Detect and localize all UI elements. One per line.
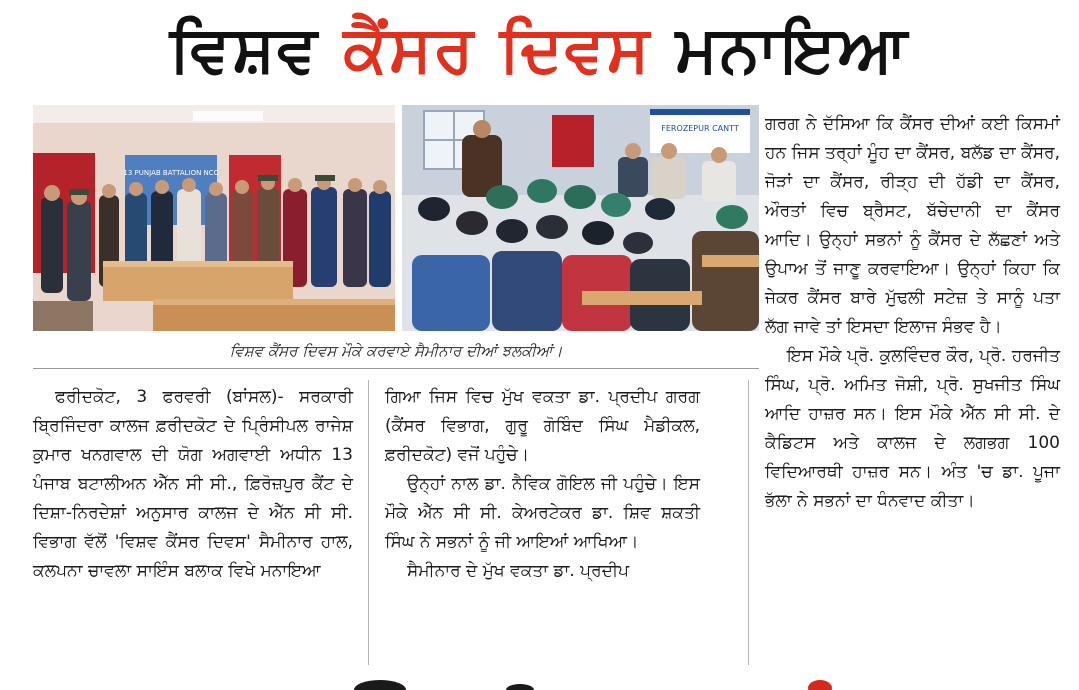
article-paragraph: ਗਰਗ ਨੇ ਦੱਸਿਆ ਕਿ ਕੈਂਸਰ ਦੀਆਂ ਕਈ ਕਿਸਮਾਂ ਹਨ ਜਿਸ ਤਰ੍ਹਾਂ ਮੂੰਹ ਦਾ ਕੈਂਸਰ, ਬਲੱਡ ਦਾ ਕੈਂਸਰ, ਜੋੜਾਂ ਦਾ ਕੈਂਸਰ, ਰੀੜ੍ਹ ਦੀ ਹੱਡੀ ਦਾ ਕੈਂਸਰ, ਔਰਤਾਂ ਵਿਚ ਬ੍ਰੈਸਟ, ਬੱਚੇਦਾਨੀ ਦਾ ਕੈਂਸਰ ਆਦਿ। ਉਨ੍ਹਾਂ ਸਭਨਾਂ ਨੂੰ ਕੈਂਸਰ ਦੇ ਲੱਛਣਾਂ ਅਤੇ ਉਪਾਅ ਤੋਂ ਜਾਣੂ ਕਰਵਾਇਆ। ਉਨ੍ਹਾਂ ਕਿਹਾ ਕਿ ਜੇਕਰ ਕੈਂਸਰ ਬਾਰੇ ਮੁੱਢਲੀ ਸਟੇਜ਼ ਤੇ ਸਾਨੂੰ ਪਤਾ ਲੱਗ ਜਾਵੇ ਤਾਂ ਇਸਦਾ ਇਲਾਜ ਸੰਭਵ ਹੈ।	[765, 114, 1060, 337]
banner-text-right: FEROZEPUR CANTT	[661, 124, 739, 133]
headline-part-cancer-day: ਕੈਂਸਰ ਦਿਵਸ	[343, 13, 652, 87]
photo-caption: ਵਿਸ਼ਵ ਕੈਂਸਰ ਦਿਵਸ ਮੌਕੇ ਕਰਵਾਏ ਸੈਮੀਨਾਰ ਦੀਆਂ ਝਲਕੀਆਂ।	[229, 342, 563, 360]
article-column-2	[385, 383, 700, 586]
article-column-1	[33, 383, 353, 586]
headline-part-world: ਵਿਸ਼ਵ	[169, 13, 320, 87]
next-article-strip	[0, 672, 1079, 690]
caption-divider	[33, 368, 759, 369]
article-column-3	[765, 110, 1060, 516]
seminar-photo	[402, 105, 759, 331]
article-paragraph: ਇਸ ਮੌਕੇ ਪ੍ਰੋ. ਕੁਲਵਿੰਦਰ ਕੌਰ, ਪ੍ਰੋ. ਹਰਜੀਤ ਸਿੰਘ, ਪ੍ਰੋ. ਅਮਿਤ ਜੋਸ਼ੀ, ਪ੍ਰੋ. ਸੁਖਜੀਤ ਸਿੰਘ ਆਦਿ ਹਾਜ਼ਰ ਸਨ। ਇਸ ਮੌਕੇ ਐੱਨ ਸੀ ਸੀ. ਦੇ ਕੈਡਿਟਸ ਅਤੇ ਕਾਲਜ ਦੇ ਲਗਭਗ 100 ਵਿਦਿਆਰਥੀ ਹਾਜ਼ਰ ਸਨ। ਅੰਤ 'ਚ ਡਾ. ਪੂਜਾ ਭੱਲਾ ਨੇ ਸਭਨਾਂ ਦਾ ਧੰਨਵਾਦ ਕੀਤਾ।	[765, 346, 1060, 511]
group-photo	[33, 105, 395, 331]
banner-text-left: 13 PUNJAB BATTALION NCC	[123, 169, 219, 177]
article-paragraph: ਫਰੀਦਕੋਟ, 3 ਫਰਵਰੀ (ਬਾਂਸਲ)- ਸਰਕਾਰੀ ਬ੍ਰਿਜਿੰਦਰਾ ਕਾਲਜ ਫ਼ਰੀਦਕੋਟ ਦੇ ਪ੍ਰਿੰਸੀਪਲ ਰਾਜੇਸ਼ ਕੁਮਾਰ ਖਨਗਵਾਲ ਦੀ ਯੋਗ ਅਗਵਾਈ ਅਧੀਨ 13 ਪੰਜਾਬ ਬਟਾਲੀਅਨ ਐੱਨ ਸੀ ਸੀ., ਫ਼ਿਰੋਜ਼ਪੁਰ ਕੈਂਟ ਦੇ ਦਿਸ਼ਾ-ਨਿਰਦੇਸ਼ਾਂ ਅਨੁਸਾਰ ਕਾਲਜ ਦੇ ਐੱਨ ਸੀ ਸੀ. ਵਿਭਾਗ ਵੱਲੋਂ 'ਵਿਸ਼ਵ ਕੈਂਸਰ ਦਿਵਸ' ਸੈਮੀਨਾਰ ਹਾਲ, ਕਲਪਨਾ ਚਾਵਲਾ ਸਾਇੰਸ ਬਲਾਕ ਵਿਖੇ ਮਨਾਇਆ	[33, 387, 353, 581]
article-paragraph: ਗਿਆ ਜਿਸ ਵਿਚ ਮੁੱਖ ਵਕਤਾ ਡਾ. ਪ੍ਰਦੀਪ ਗਰਗ (ਕੈਂਸਰ ਵਿਭਾਗ, ਗੁਰੂ ਗੋਬਿੰਦ ਸਿੰਘ ਮੈਡੀਕਲ, ਫ਼ਰੀਦਕੋਟ) ਵਜੋਂ ਪਹੁੰਚੇ।	[385, 387, 700, 465]
headline-part-celebrated: ਮਨਾਇਆ	[675, 13, 910, 87]
article-paragraph: ਉਨ੍ਹਾਂ ਨਾਲ ਡਾ. ਨੈਵਿਕ ਗੋਇਲ ਜੀ ਪਹੁੰਚੇ। ਇਸ ਮੌਕੇ ਐੱਨ ਸੀ ਸੀ. ਕੇਅਰਟੇਕਰ ਡਾ. ਸ਼ਿਵ ਸ਼ਕਤੀ ਸਿੰਘ ਨੇ ਸਭਨਾਂ ਨੂੰ ਜੀ ਆਇਆਂ ਆਖਿਆ।	[385, 474, 700, 552]
column-divider	[748, 380, 749, 665]
headline	[0, 0, 1079, 100]
article-paragraph: ਸੈਮੀਨਾਰ ਦੇ ਮੁੱਖ ਵਕਤਾ ਡਾ. ਪ੍ਰਦੀਪ	[407, 561, 630, 581]
column-divider	[368, 380, 369, 665]
